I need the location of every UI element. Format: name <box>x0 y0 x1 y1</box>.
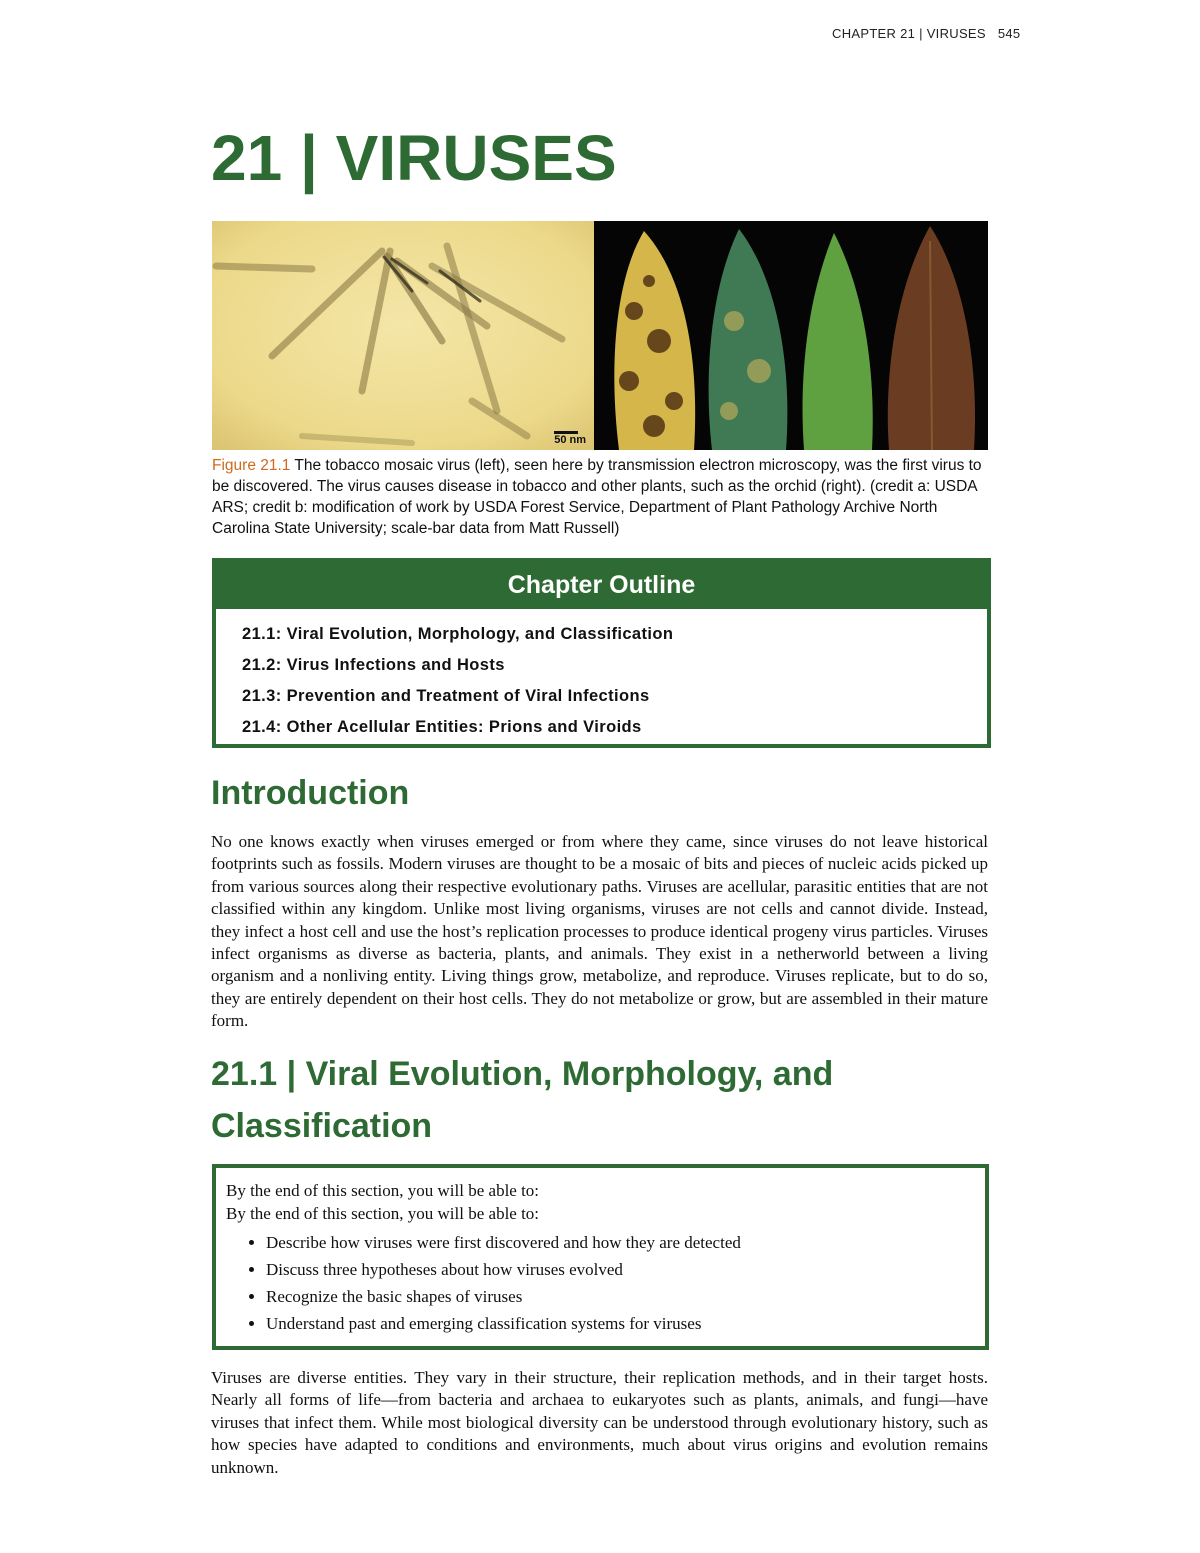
tem-micrograph-image <box>212 221 594 450</box>
outline-item[interactable]: 21.4: Other Acellular Entities: Prions and Viroids <box>242 718 642 736</box>
introduction-paragraph: No one knows exactly when viruses emerged or from where they came, since viruses do not leave historical footprints such as fossils. Modern viruses are thought to be a mosaic of bits and pieces of nucleic acids picked up from various sources along their respective evolutionary paths. Viruses are acellular, parasitic entities that are not classified within any kingdom. Unlike most living organisms, viruses are not cells and cannot divide. Instead, they infect a host cell and use the host’s replication processes to produce identical progeny virus particles. Viruses infect organisms as diverse as bacteria, plants, and animals. They exist in a netherworld between a living organism and a nonliving entity. Living things grow, metabolize, and reproduce. Viruses replicate, but to do so, they are entirely dependent on their host cells. They do not metabolize or grow, but are assembled in their mature form. <box>211 832 988 1031</box>
chapter-outline-list <box>216 609 987 747</box>
learning-objectives-box <box>212 1164 989 1350</box>
introduction-heading: Introduction <box>211 774 410 812</box>
section-heading-line2: Classification <box>211 1107 433 1145</box>
objective-item: • Discuss three hypotheses about how viruses evolved <box>266 1256 975 1283</box>
chapter-outline-box <box>212 558 991 748</box>
figure-caption-text: The tobacco mosaic virus (left), seen here by transmission electron microscopy, was the first virus to be discovered. The virus causes disease in tobacco and other plants, such as the orchid (right). (credit a: USDA ARS; credit b: modification of work by USDA Forest Service, Department of Plant Pathology Archive North Carolina State University; scale-bar data from Matt Russell) <box>212 457 982 537</box>
section-heading <box>211 1048 971 1152</box>
objectives-intro: By the end of this section, you will be able to: <box>226 1181 540 1200</box>
running-head <box>832 26 1032 41</box>
running-head-chapter: CHAPTER 21 | VIRUSES <box>832 26 986 41</box>
section-heading-line1: 21.1 | Viral Evolution, Morphology, and <box>211 1055 834 1093</box>
tem-micrograph-graphic <box>212 221 594 450</box>
scale-bar-label: 50 nm <box>554 434 586 446</box>
objective-item: • Understand past and emerging classification systems for viruses <box>266 1310 975 1337</box>
figure-caption <box>212 455 988 539</box>
orchid-leaves-graphic <box>594 221 988 450</box>
chapter-outline-heading: Chapter Outline <box>216 562 987 609</box>
objectives-intro-repeat: By the end of this section, you will be able to: <box>226 1204 540 1223</box>
outline-item[interactable]: 21.3: Prevention and Treatment of Viral Infections <box>242 687 650 705</box>
objectives-list <box>226 1229 975 1337</box>
figure-21-1 <box>212 221 988 450</box>
chapter-title: 21 | VIRUSES <box>211 122 617 194</box>
objective-item: • Recognize the basic shapes of viruses <box>266 1283 975 1310</box>
outline-item[interactable]: 21.2: Virus Infections and Hosts <box>242 656 505 674</box>
figure-number: Figure 21.1 <box>212 457 291 474</box>
page-number: 545 <box>997 26 1021 41</box>
section-paragraph: Viruses are diverse entities. They vary in their structure, their replication methods, and in their target hosts. Nearly all forms of life—from bacteria and archaea to eukaryotes such as plants, animals, and fungi—have viruses that infect them. While most biological diversity can be understood through evolutionary history, such as how species have adapted to conditions and environments, much about virus origins and evolution remains unknown. <box>211 1368 988 1477</box>
orchid-leaves-image <box>594 221 988 450</box>
objective-item: • Describe how viruses were first discovered and how they are detected <box>266 1229 975 1256</box>
outline-item[interactable]: 21.1: Viral Evolution, Morphology, and Classification <box>242 625 674 643</box>
